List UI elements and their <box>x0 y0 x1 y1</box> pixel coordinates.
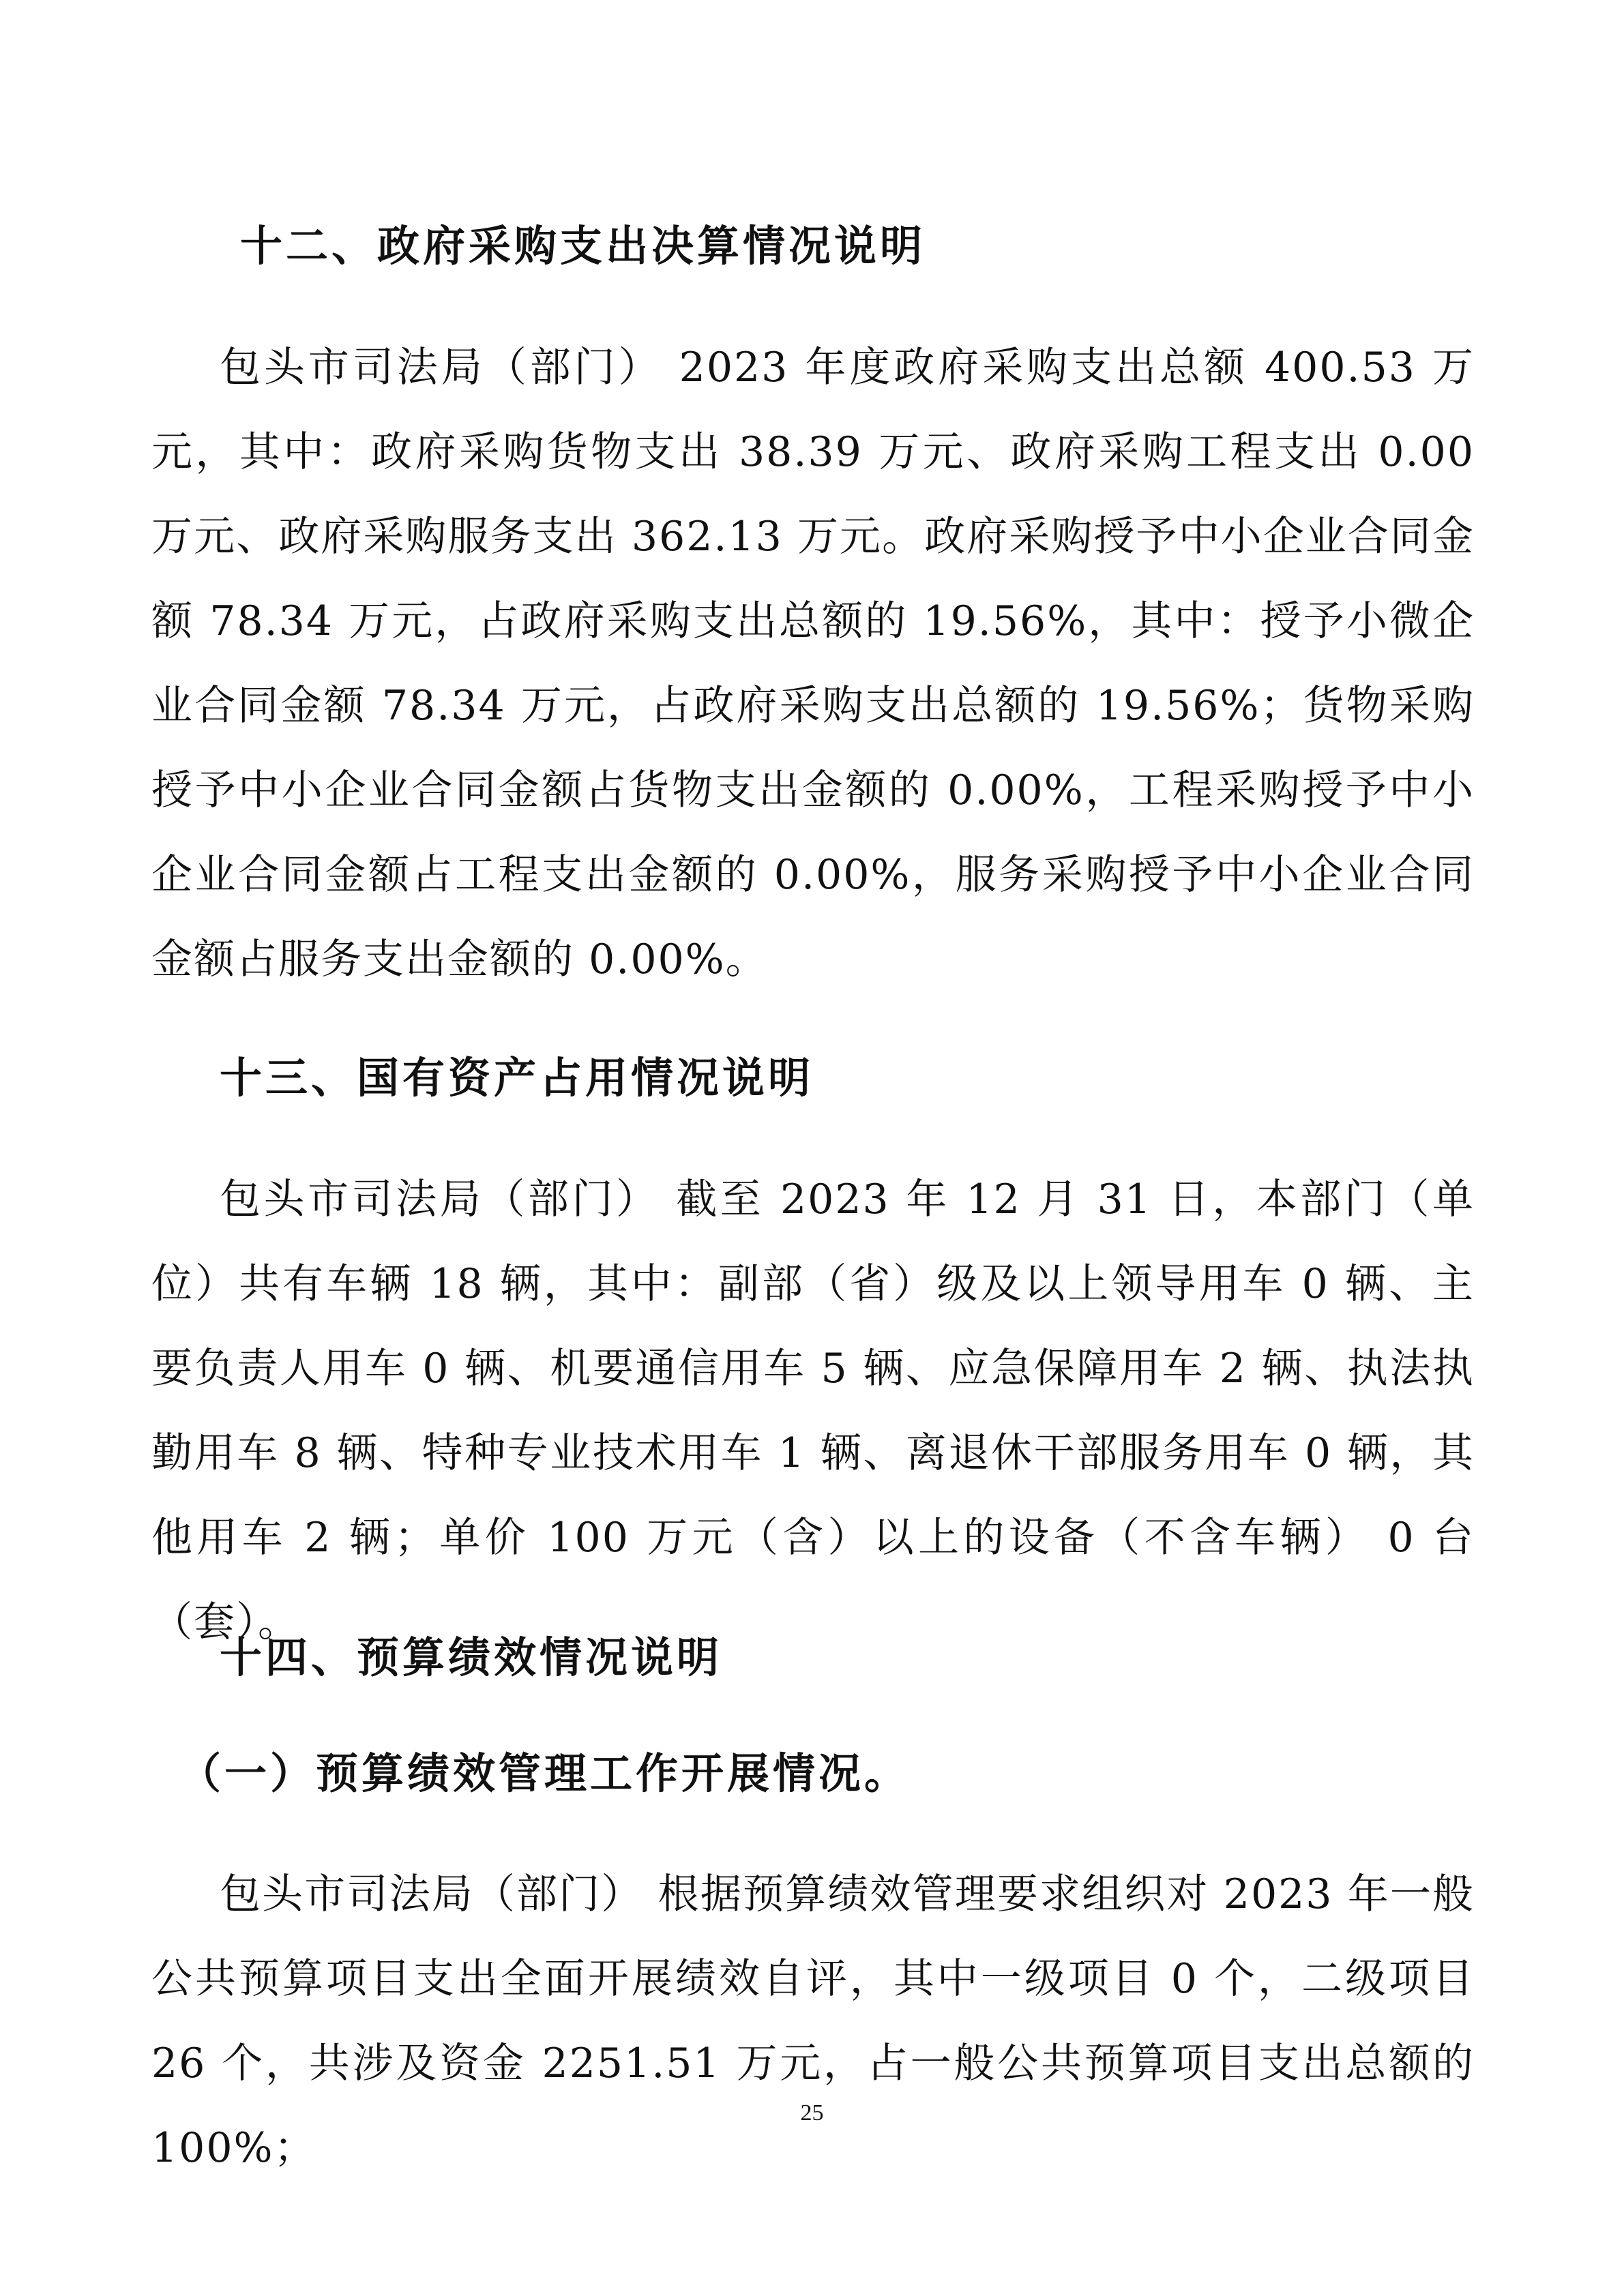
section-13-paragraph: 包头市司法局（部门） 截至 2023 年 12 月 31 日，本部门（单位）共有车辆 18 辆，其中：副部（省）级及以上领导用车 0 辆、主要负责人用车 0 辆、机要通信用车 5 辆、应急保障用车 2 辆、执法执勤用车 8 辆、特种专业技术用车 1 辆、离退休干部服务用车 0 辆，其他用车 2 辆；单价 100 万元（含）以上的设备（不含车辆） 0 台（套）。 <box>151 1176 1475 1646</box>
section-14-heading: 十四、预算绩效情况说明 <box>220 1632 723 1682</box>
page-number: 25 <box>800 2100 824 2126</box>
section-12-paragraph: 包头市司法局（部门） 2023 年度政府采购支出总额 400.53 万元，其中：政府采购货物支出 38.39 万元、政府采购工程支出 0.00 万元、政府采购服务支出 362.13 万元。政府采购授予中小企业合同金额 78.34 万元，占政府采购支出总额的 19.56%，其中：授予小微企业合同金额 78.34 万元，占政府采购支出总额的 19.56%；货物采购授予中小企业合同金额占货物支出金额的 0.00%，工程采购授予中小企业合同金额占工程支出金额的 0.00%，服务采购授予中小企业合同金额占服务支出金额的 0.00%。 <box>151 344 1475 983</box>
section-14-paragraph: 包头市司法局（部门） 根据预算绩效管理要求组织对 2023 年一般公共预算项目支出全面开展绩效自评，其中一级项目 0 个，二级项目 26 个，共涉及资金 2251.51 万元，占一般公共预算项目支出总额的 100%； <box>151 1870 1475 2172</box>
section-12-heading: 十二、政府采购支出决算情况说明 <box>240 221 926 271</box>
section-13-heading: 十三、国有资产占用情况说明 <box>220 1053 814 1103</box>
section-14-subheading: （一）预算绩效管理工作开展情况。 <box>179 1748 911 1798</box>
